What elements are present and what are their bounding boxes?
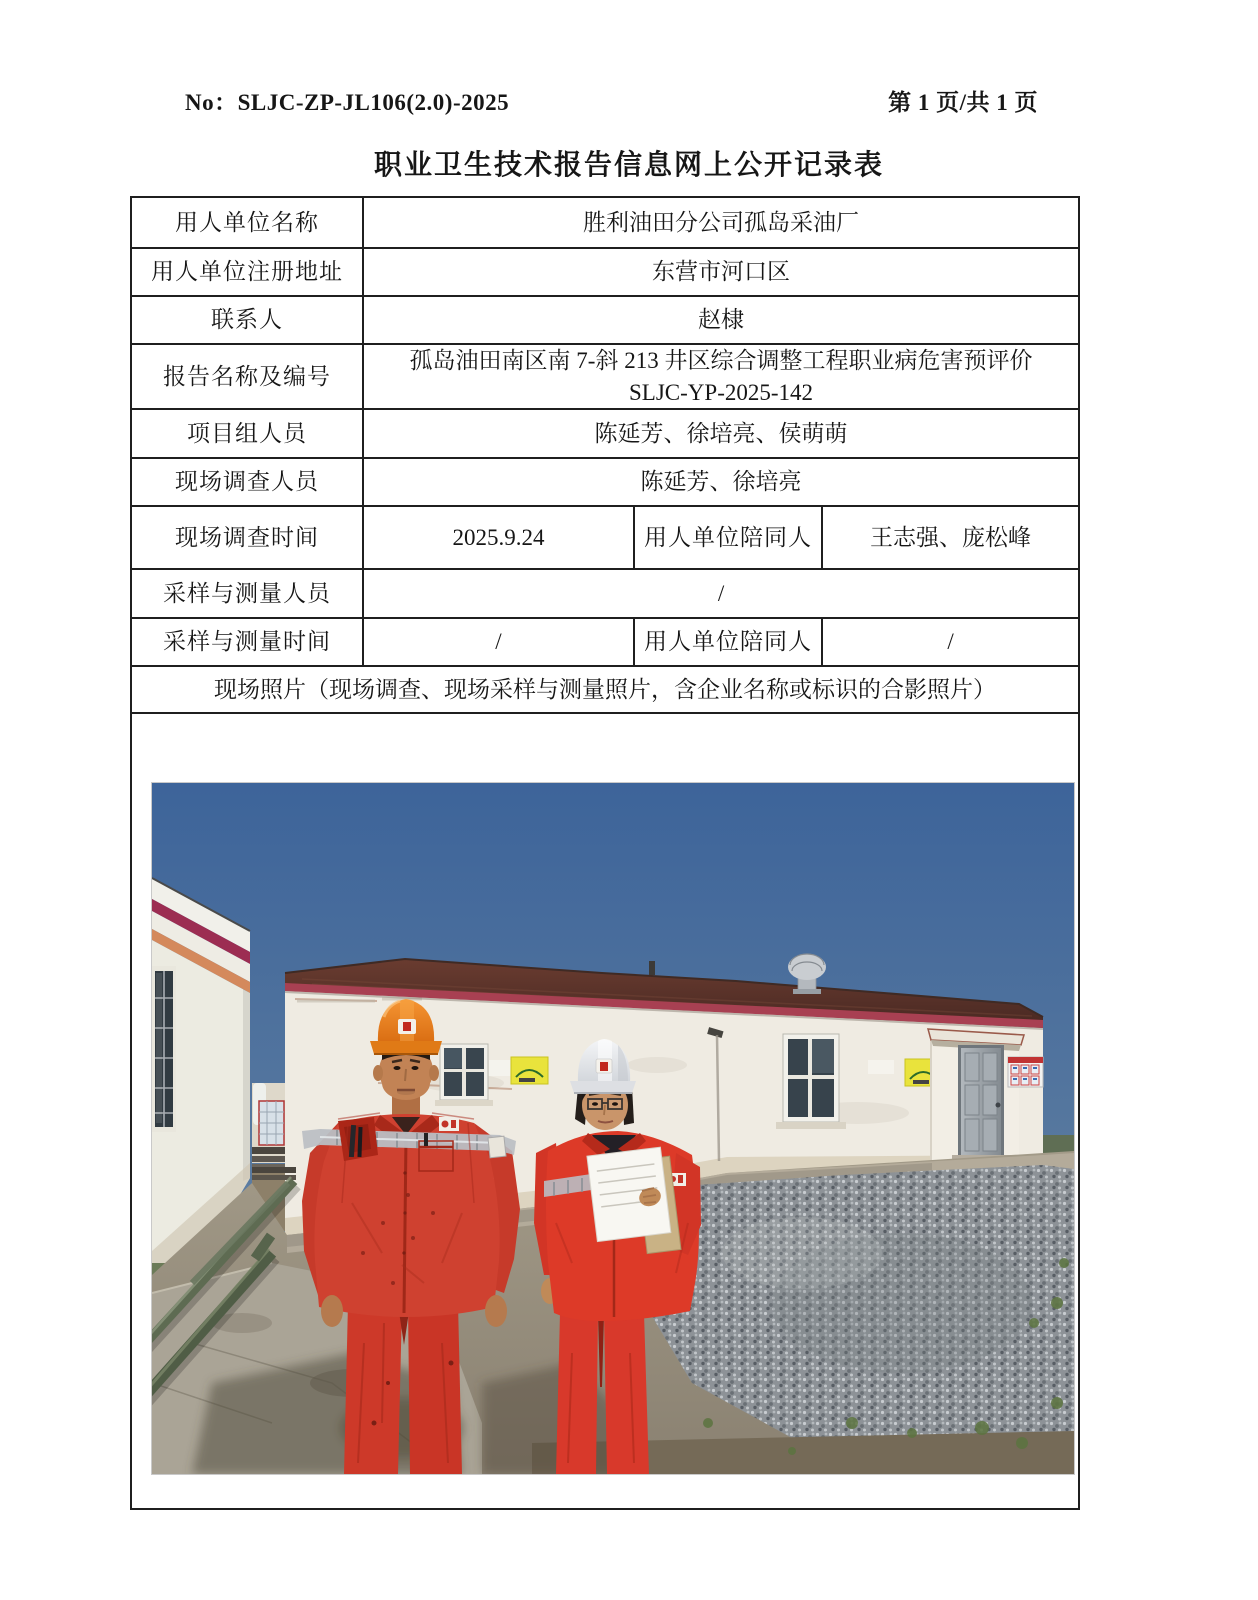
sinopec-logo-patch <box>439 1117 459 1131</box>
photo-cell <box>131 713 1079 1509</box>
sampling-companion-label: 用人单位陪同人 <box>634 618 822 666</box>
safety-poster <box>1008 1057 1043 1087</box>
row-team <box>131 409 1079 458</box>
photo-header: 现场照片（现场调查、现场采样与测量照片，含企业名称或标识的合影照片） <box>131 666 1079 713</box>
row-survey-time <box>131 506 1079 569</box>
survey-time-value: 2025.9.24 <box>363 506 634 569</box>
contact-label: 联系人 <box>131 296 363 344</box>
contact-value: 赵棣 <box>363 296 1079 344</box>
window-left <box>435 1044 493 1106</box>
row-contact <box>131 296 1079 344</box>
row-report <box>131 344 1079 409</box>
roof-pipe <box>649 961 655 975</box>
row-sampling-staff <box>131 569 1079 618</box>
doc-number: No：SLJC-ZP-JL106(2.0)-2025 <box>185 90 510 115</box>
survey-companion-label: 用人单位陪同人 <box>634 506 822 569</box>
row-photo-header <box>131 666 1079 713</box>
report-label: 报告名称及编号 <box>131 344 363 409</box>
row-photo <box>131 713 1079 1509</box>
metal-door <box>958 1045 1004 1159</box>
row-employer <box>131 197 1079 248</box>
page-header <box>185 84 1038 117</box>
team-label: 项目组人员 <box>131 409 363 458</box>
sampling-staff-value: / <box>363 569 1079 618</box>
row-sampling-time <box>131 618 1079 666</box>
row-survey-staff <box>131 458 1079 506</box>
page-number: 第 1 页/共 1 页 <box>888 90 1038 115</box>
report-value <box>363 344 1079 409</box>
sampling-time-value: / <box>363 618 634 666</box>
employer-value: 胜利油田分公司孤岛采油厂 <box>363 197 1079 248</box>
survey-staff-value: 陈延芳、徐培亮 <box>363 458 1079 506</box>
survey-time-label: 现场调查时间 <box>131 506 363 569</box>
window-right <box>776 1034 846 1129</box>
report-number: SLJC-YP-2025-142 <box>629 379 814 405</box>
report-name: 孤岛油田南区南 7-斜 213 井区综合调整工程职业病危害预评价 <box>409 348 1033 374</box>
survey-companion-value: 王志强、庞松峰 <box>822 506 1079 569</box>
sampling-staff-label: 采样与测量人员 <box>131 569 363 618</box>
barred-window <box>152 966 176 1132</box>
man-jacket <box>302 1113 520 1327</box>
site-photo <box>152 783 1074 1474</box>
sampling-time-label: 采样与测量时间 <box>131 618 363 666</box>
address-value: 东营市河口区 <box>363 248 1079 296</box>
row-address <box>131 248 1079 296</box>
team-value: 陈延芳、徐培亮、侯萌萌 <box>363 409 1079 458</box>
address-label: 用人单位注册地址 <box>131 248 363 296</box>
sampling-companion-value: / <box>822 618 1079 666</box>
employer-label: 用人单位名称 <box>131 197 363 248</box>
chest-patch-pens <box>338 1117 378 1161</box>
sleeve-badge <box>488 1136 506 1158</box>
yellow-sign-left <box>511 1057 548 1084</box>
survey-staff-label: 现场调查人员 <box>131 458 363 506</box>
record-table <box>130 196 1080 1510</box>
page-title: 职业卫生技术报告信息网上公开记录表 <box>373 150 884 181</box>
